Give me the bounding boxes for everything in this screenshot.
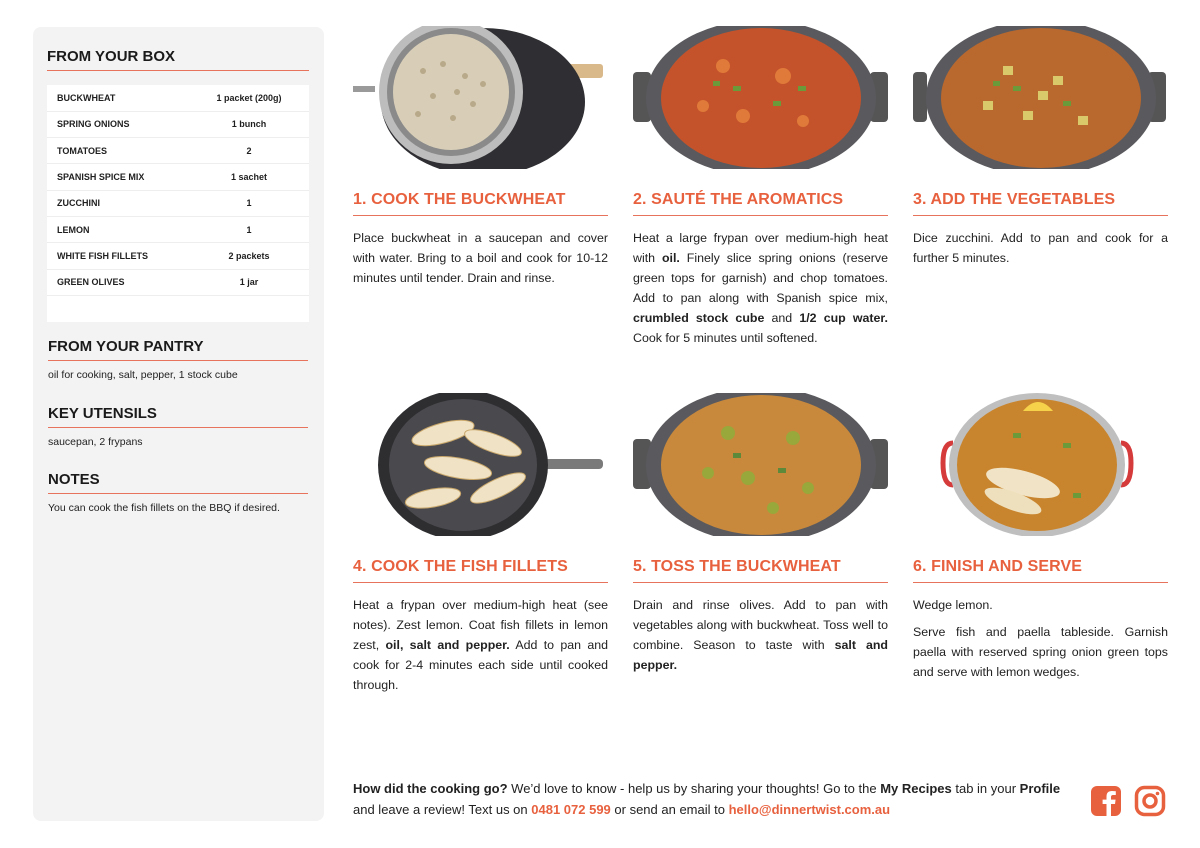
- ingredient-quantity: 1 bunch: [197, 111, 309, 137]
- pantry-section: [48, 338, 308, 381]
- step-2-paragraph: [633, 228, 888, 348]
- step-5: [633, 393, 888, 675]
- step-6-text: [913, 595, 1168, 682]
- ingredients-table: [47, 85, 309, 322]
- step-3-photo: [913, 26, 1168, 169]
- ingredient-name: ZUCCHINI: [47, 190, 197, 216]
- step-6-title: 6. FINISH AND SERVE: [913, 558, 1168, 583]
- text-segment: Wedge lemon.: [913, 598, 993, 612]
- notes-section: [48, 471, 308, 514]
- my-recipes-link[interactable]: My Recipes: [880, 781, 952, 796]
- ingredient-name: GREEN OLIVES: [47, 269, 197, 295]
- ingredient-row: [47, 269, 309, 295]
- footer-question: How did the cooking go?: [353, 781, 508, 796]
- step-2-text: [633, 228, 888, 348]
- bold-text: oil, salt and pepper.: [385, 638, 510, 652]
- step-1: [353, 26, 608, 288]
- ingredient-name: SPRING ONIONS: [47, 111, 197, 137]
- step-3-paragraph: [913, 228, 1168, 268]
- step-4-title: 4. COOK THE FISH FILLETS: [353, 558, 608, 583]
- ingredient-name: WHITE FISH FILLETS: [47, 243, 197, 269]
- step-5-paragraph: [633, 595, 888, 675]
- feedback-footer: [353, 778, 1073, 820]
- step-4-paragraph: [353, 595, 608, 695]
- ingredient-row: [47, 164, 309, 190]
- utensils-section: [48, 405, 308, 448]
- ingredient-quantity: 2: [197, 138, 309, 164]
- bold-text: 1/2 cup water.: [799, 311, 888, 325]
- step-1-photo: [353, 26, 608, 169]
- notes-title: NOTES: [48, 471, 308, 494]
- profile-link[interactable]: Profile: [1019, 781, 1061, 796]
- step-1-paragraph: [353, 228, 608, 288]
- step-6: [913, 393, 1168, 682]
- ingredient-quantity: 1 packet (200g): [197, 85, 309, 111]
- text-segment: Dice zucchini. Add to pan and cook for a further 5 minutes.: [913, 231, 1168, 265]
- ingredient-row: [47, 138, 309, 164]
- text-segment: Heat a large frypan over medium-high heat with: [633, 231, 888, 265]
- pantry-title: FROM YOUR PANTRY: [48, 338, 308, 361]
- ingredients-sidebar: [33, 27, 324, 821]
- text-segment: Add to pan and cook for 2-4 minutes each side until cooked through.: [353, 638, 609, 692]
- text-segment: Place buckwheat in a saucepan and cover with water. Bring to a boil and cook for 10-12 minutes until tender. Drain and rinse.: [353, 231, 608, 285]
- step-2-photo: [633, 26, 888, 169]
- text-segment: Cook for 5 minutes until softened.: [633, 331, 818, 345]
- step-1-text: [353, 228, 608, 288]
- bold-text: oil.: [661, 251, 680, 265]
- step-6-paragraph-1: [913, 595, 1168, 615]
- text-segment: and: [764, 311, 800, 325]
- ingredient-name: TOMATOES: [47, 138, 197, 164]
- footer-text-2: tab in your: [951, 781, 1020, 796]
- step-6-photo: [913, 393, 1168, 536]
- step-5-text: [633, 595, 888, 675]
- ingredient-row: [47, 216, 309, 242]
- utensils-text: saucepan, 2 frypans: [48, 436, 143, 448]
- email-link[interactable]: hello@dinnertwist.com.au: [728, 802, 891, 817]
- facebook-icon[interactable]: [1090, 785, 1122, 817]
- footer-text-3: and leave a review! Text us on: [353, 802, 532, 817]
- ingredient-name: SPANISH SPICE MIX: [47, 164, 197, 190]
- text-segment: Drain and rinse olives. Add to pan with vegetables along with buckwheat. Toss well to combine. Season to taste with: [633, 598, 888, 652]
- ingredient-row: [47, 190, 309, 216]
- step-4-photo: [353, 393, 608, 536]
- step-5-title: 5. TOSS THE BUCKWHEAT: [633, 558, 888, 583]
- ingredient-name: LEMON: [47, 216, 197, 242]
- instagram-icon[interactable]: [1134, 785, 1166, 817]
- phone-number-link[interactable]: 0481 072 599: [531, 802, 611, 817]
- step-2: [633, 26, 888, 348]
- ingredient-quantity: 1: [197, 190, 309, 216]
- ingredient-row: [47, 243, 309, 269]
- step-2-title: 2. SAUTÉ THE AROMATICS: [633, 191, 888, 216]
- from-your-box-title: FROM YOUR BOX: [47, 48, 309, 71]
- step-1-title: 1. COOK THE BUCKWHEAT: [353, 191, 608, 216]
- text-segment: Serve fish and paella tableside. Garnish paella with reserved spring onion green tops and serve with lemon wedges.: [913, 625, 1168, 679]
- step-3: [913, 26, 1168, 268]
- notes-text: You can cook the fish fillets on the BBQ if desired.: [48, 502, 280, 514]
- step-6-paragraph-2: [913, 622, 1168, 682]
- bold-text: salt and pepper.: [633, 638, 889, 672]
- footer-text-1: We’d love to know - help us by sharing your thoughts! Go to the: [507, 781, 881, 796]
- text-segment: Heat a frypan over medium-high heat (see notes). Zest lemon. Coat fish fillets in lemon zest,: [353, 598, 608, 652]
- utensils-title: KEY UTENSILS: [48, 405, 308, 428]
- ingredient-quantity: 1 sachet: [197, 164, 309, 190]
- pantry-text: oil for cooking, salt, pepper, 1 stock cube: [48, 369, 238, 381]
- step-3-text: [913, 228, 1168, 268]
- ingredient-quantity: 1: [197, 216, 309, 242]
- step-3-title: 3. ADD THE VEGETABLES: [913, 191, 1168, 216]
- footer-text-4: or send an email to: [610, 802, 729, 817]
- step-4-text: [353, 595, 608, 695]
- ingredient-row: [47, 111, 309, 137]
- step-4: [353, 393, 608, 695]
- ingredient-row: [47, 85, 309, 111]
- bold-text: crumbled stock cube: [633, 311, 765, 325]
- ingredient-name: BUCKWHEAT: [47, 85, 197, 111]
- ingredient-quantity: 1 jar: [197, 269, 309, 295]
- text-segment: Finely slice spring onions (reserve green tops for garnish) and chop tomatoes. Add to pan along with Spanish spice mix,: [633, 251, 888, 305]
- step-5-photo: [633, 393, 888, 536]
- table-spacer: [47, 295, 309, 321]
- ingredient-quantity: 2 packets: [197, 243, 309, 269]
